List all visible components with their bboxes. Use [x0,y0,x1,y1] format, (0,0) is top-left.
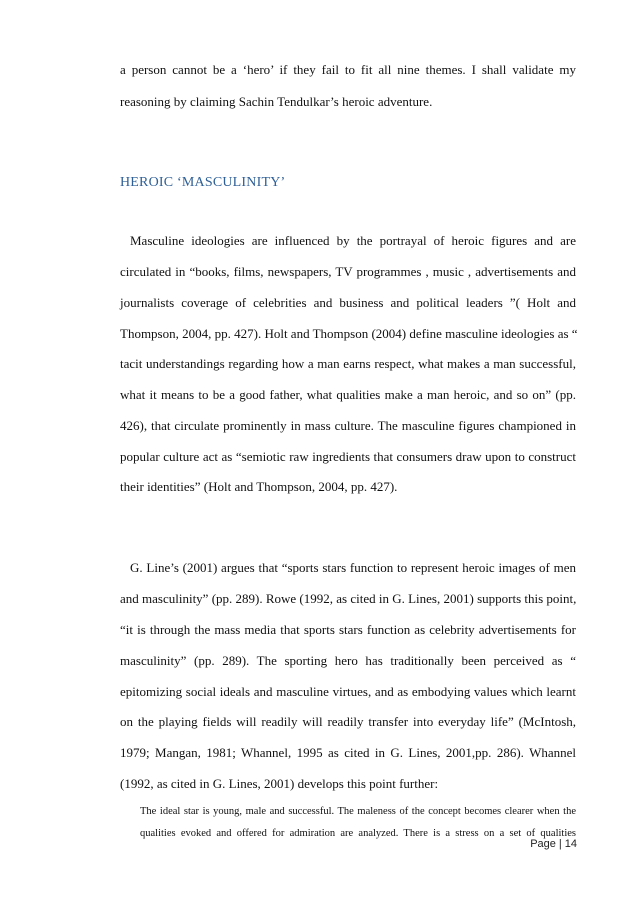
intro-line-1: a person cannot be a ‘hero’ if they fail to fit all nine themes. I shall validate my [120,62,576,77]
paragraph1-line-4: Thompson, 2004, pp. 427). Holt and Thompson (2004) define masculine ideologies as “ [120,326,578,341]
paragraph1-line-3: journalists coverage of celebrities and business and political leaders ”( Holt and [120,295,576,310]
section-heading: HEROIC ‘MASCULINITY’ [120,175,286,190]
paragraph2-line-2: and masculinity” (pp. 289). Rowe (1992, as cited in G. Lines, 2001) supports this point, [120,591,577,606]
page-label: Page [530,838,556,850]
paragraph2-line-5: epitomizing social ideals and masculine virtues, and as embodying values which learnt [120,684,576,699]
page-number: 14 [564,838,577,850]
block-quote-line-2: qualities evoked and offered for admiration are analyzed. There is a stress on a set of qualities [140,828,576,839]
paragraph2-line-7: 1979; Mangan, 1981; Whannel, 1995 as cited in G. Lines, 2001,pp. 286). Whannel [120,745,576,760]
page-footer [530,837,577,851]
paragraph2-line-4: masculinity” (pp. 289). The sporting hero has traditionally been perceived as “ [120,653,576,668]
paragraph2-line-8: (1992, as cited in G. Lines, 2001) develops this point further: [120,776,439,791]
paragraph1-line-7: 426), that circulate prominently in mass culture. The masculine figures championed in [120,418,576,433]
paragraph1-line-2: circulated in “books, films, newspapers, TV programmes , music , advertisements and [120,264,576,279]
paragraph2-line-3: “it is through the mass media that sports stars function as celebrity advertisements for [120,622,576,637]
intro-line-2: reasoning by claiming Sachin Tendulkar’s heroic adventure. [120,94,433,109]
paragraph1-line-5: tacit understandings regarding how a man earns respect, what makes a man successful, [120,356,576,371]
paragraph2-line-1: G. Line’s (2001) argues that “sports stars function to represent heroic images of men [130,560,576,575]
paragraph2-line-6: on the playing fields will readily will readily transfer into everyday life” (McIntosh, [120,714,576,729]
paragraph1-line-8: popular culture act as “semiotic raw ingredients that consumers draw upon to construct [120,449,576,464]
paragraph1-line-9: their identities” (Holt and Thompson, 2004, pp. 427). [120,479,398,494]
block-quote-line-1: The ideal star is young, male and successful. The maleness of the concept becomes clearer when the [140,806,576,817]
paragraph1-line-6: what it means to be a good father, what qualities make a man heroic, and so on” (pp. [120,387,576,402]
paragraph1-line-1: Masculine ideologies are influenced by the portrayal of heroic figures and are [130,233,576,248]
page-separator: | [558,838,562,850]
